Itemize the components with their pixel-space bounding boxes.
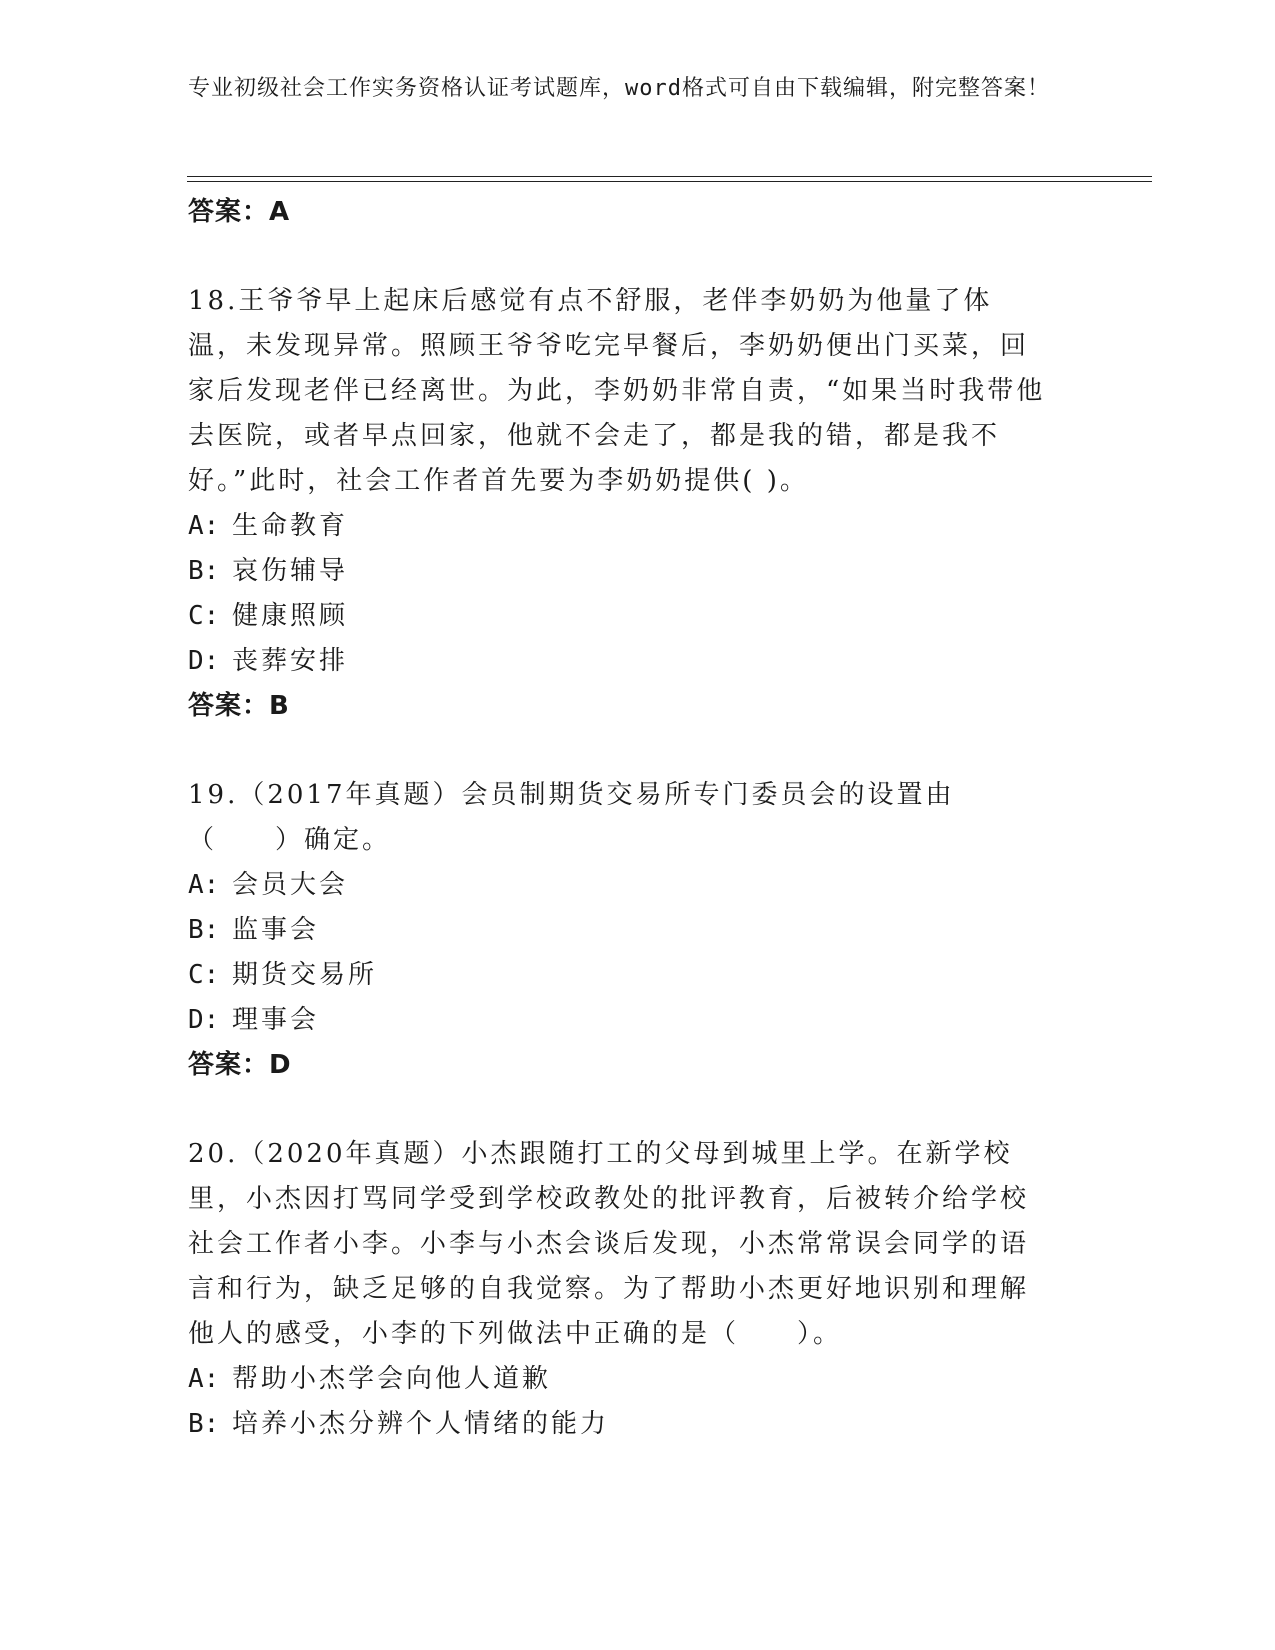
answer-19: 答案：D bbox=[188, 1050, 292, 1080]
option-letter: A: bbox=[188, 870, 220, 900]
question-19-option-c bbox=[188, 953, 1088, 998]
option-text: 监事会 bbox=[232, 915, 320, 945]
question-19-option-b bbox=[188, 908, 1088, 953]
option-letter: C: bbox=[188, 960, 220, 990]
option-letter: A: bbox=[188, 511, 220, 541]
question-18-option-d bbox=[188, 639, 1088, 684]
question-19-option-a bbox=[188, 863, 1088, 908]
option-letter: B: bbox=[188, 556, 220, 586]
question-20-option-b bbox=[188, 1402, 1088, 1447]
option-letter: D: bbox=[188, 646, 220, 676]
question-20-stem: 20.（2020年真题）小杰跟随打工的父母到城里上学。在新学校里，小杰因打骂同学受到学校政教处的批评教育，后被转介给学校社会工作者小李。小李与小杰会谈后发现，小杰常常误会同学的语言和行为，缺乏足够的自我觉察。为了帮助小杰更好地识别和理解他人的感受，小李的下列做法中正确的是（ ）。 bbox=[188, 1139, 1030, 1349]
header-rule-bottom bbox=[187, 181, 1152, 182]
option-text: 期货交易所 bbox=[232, 960, 378, 990]
option-text: 会员大会 bbox=[232, 870, 349, 900]
question-20-option-a bbox=[188, 1357, 1088, 1402]
option-letter: D: bbox=[188, 1005, 220, 1035]
header-rule-top bbox=[187, 176, 1152, 177]
page-header: 专业初级社会工作实务资格认证考试题库，word格式可自由下载编辑，附完整答案！ bbox=[188, 76, 1050, 101]
answer-18: 答案：B bbox=[188, 691, 290, 721]
question-18-option-a bbox=[188, 504, 1088, 549]
option-letter: B: bbox=[188, 1409, 220, 1439]
answer-17: 答案：A bbox=[188, 197, 291, 227]
option-letter: A: bbox=[188, 1364, 220, 1394]
option-text: 生命教育 bbox=[232, 511, 349, 541]
question-18-option-c bbox=[188, 594, 1088, 639]
option-text: 健康照顾 bbox=[232, 601, 349, 631]
question-18-stem: 18.王爷爷早上起床后感觉有点不舒服，老伴李奶奶为他量了体温，未发现异常。照顾王爷爷吃完早餐后，李奶奶便出门买菜，回家后发现老伴已经离世。为此，李奶奶非常自责，“如果当时我带他去医院，或者早点回家，他就不会走了，都是我的错，都是我不好。”此时，社会工作者首先要为李奶奶提供( )。 bbox=[188, 286, 1046, 496]
option-text: 哀伤辅导 bbox=[232, 556, 349, 586]
question-19-stem: 19.（2017年真题）会员制期货交易所专门委员会的设置由（ ）确定。 bbox=[188, 780, 955, 855]
option-text: 帮助小杰学会向他人道歉 bbox=[232, 1364, 552, 1394]
question-18-option-b bbox=[188, 549, 1088, 594]
question-content bbox=[188, 190, 1088, 1447]
option-letter: B: bbox=[188, 915, 220, 945]
question-19-option-d bbox=[188, 998, 1088, 1043]
option-text: 理事会 bbox=[232, 1005, 320, 1035]
option-letter: C: bbox=[188, 601, 220, 631]
option-text: 丧葬安排 bbox=[232, 646, 349, 676]
option-text: 培养小杰分辨个人情绪的能力 bbox=[232, 1409, 610, 1439]
